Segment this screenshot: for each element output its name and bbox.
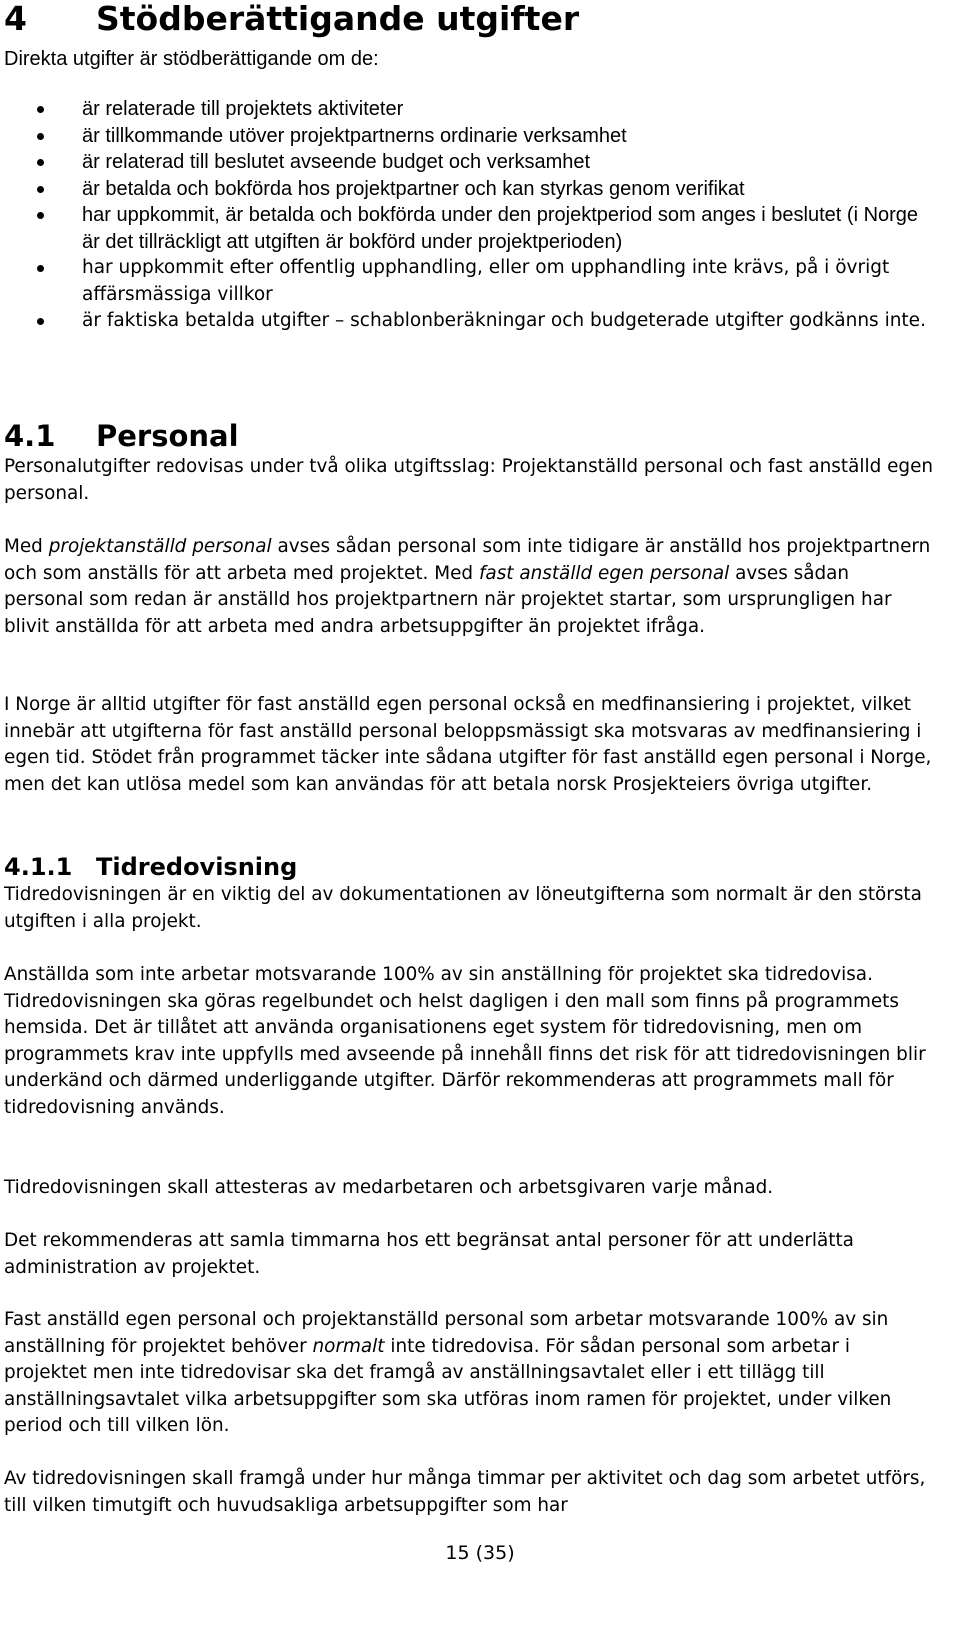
tid-paragraph-6: Av tidredovisningen skall framgå under hur många timmar per aktivitet och dag som arbetet utförs, till vilken timutgift och huvudsakliga arbetsuppgifter som har — [4, 1468, 926, 1516]
section-title: Personal — [96, 419, 239, 453]
bullet-icon — [37, 106, 44, 113]
tid-paragraph-2: Anställda som inte arbetar motsvarande 100% av sin anställning för projektet ska tidredovisa. Tidredovisningen ska göras regelbundet och helst dagligen i den mall som finns på programmets hemsida. Det är tillåtet att använda organisationens eget system för tidredovisning, men om programmets krav inte uppfylls med avseende på innehåll finns det risk för att tidredovisningen blir underkänd och därmed underliggande utgifter. Därför rekommenderas att programmets mall för tidredovisning används. — [4, 964, 926, 1118]
list-item: har uppkommit efter offentlig upphandling, eller om upphandling inte krävs, på i övrigt affärsmässiga villkor — [0, 255, 940, 308]
section-heading-tidredovisning — [4, 852, 297, 882]
list-item: är relaterad till beslutet avseende budget och verksamhet — [0, 149, 940, 176]
bullet-icon — [37, 186, 44, 193]
section-heading-personal — [4, 418, 239, 454]
bullet-icon — [37, 133, 44, 140]
subsection-title: Tidredovisning — [96, 853, 298, 881]
personal-paragraph-1: Personalutgifter redovisas under två olika utgiftsslag: Projektanställd personal och fast anställd egen personal. — [4, 456, 934, 504]
page-number: 15 (35) — [445, 1542, 515, 1564]
chapter-title: Stödberättigande utgifter — [96, 0, 580, 38]
list-item: är tillkommande utöver projektpartnerns ordinarie verksamhet — [0, 123, 940, 150]
bullet-icon — [37, 159, 44, 166]
tid-paragraph-1: Tidredovisningen är en viktig del av dokumentationen av löneutgifterna som normalt är den största utgiften i alla projekt. — [4, 884, 922, 932]
list-item: är relaterade till projektets aktiviteter — [0, 96, 940, 123]
tid-paragraph-3: Tidredovisningen skall attesteras av medarbetaren och arbetsgivaren varje månad. — [4, 1177, 774, 1198]
list-item: är betalda och bokförda hos projektpartner och kan styrkas genom verifikat — [0, 176, 940, 203]
personal-paragraph-3: I Norge är alltid utgifter för fast anställd egen personal också en medfinansiering i projektet, vilket innebär att utgifterna för fast anställd personal beloppsmässigt ska motsvaras av medfinansiering i egen tid. Stödet från programmet täcker inte sådana utgifter för fast anställd egen personal i Norge, men det kan utlösa medel som kan användas för att betala norsk Prosjekteiers övriga utgifter. — [4, 694, 932, 795]
bullet-icon — [37, 212, 44, 219]
tid-paragraph-5: Fast anställd egen personal och projektanställd personal som arbetar motsvarande 100% av sin anställning för projektet behöver normalt inte tidredovisa. För sådan personal som arbetar i projektet men inte tidredovisar ska det framgå av anställningsavtalet eller i ett tillägg till anställningsavtalet vilka arbetsuppgifter som ska utföras inom ramen för projektet, under vilken period och till vilken lön. — [4, 1309, 892, 1436]
bullet-icon — [37, 318, 44, 325]
tid-paragraph-4: Det rekommenderas att samla timmarna hos ett begränsat antal personer för att underlätta administration av projektet. — [4, 1230, 854, 1278]
intro-text: Direkta utgifter är stödberättigande om de: — [4, 48, 379, 70]
list-item: är faktiska betalda utgifter – schablonberäkningar och budgeterade utgifter godkänns inte. — [0, 308, 940, 335]
eligibility-list — [0, 96, 940, 335]
chapter-number: 4 — [4, 0, 27, 38]
bullet-icon — [37, 265, 44, 272]
personal-paragraph-2: Med projektanställd personal avses sådan personal som inte tidigare är anställd hos projektpartnern och som anställs för att arbeta med projektet. Med fast anställd egen personal avses sådan personal som redan är anställd hos projektpartnern när projektet startar, som ursprungligen har blivit anställda för att arbeta med andra arbetsuppgifter än projektet ifråga. — [4, 536, 931, 637]
section-number: 4.1 — [4, 419, 56, 453]
subsection-number: 4.1.1 — [4, 853, 73, 881]
chapter-heading — [4, 0, 579, 38]
list-item: har uppkommit, är betalda och bokförda under den projektperiod som anges i beslutet (i Norge är det tillräckligt att utgiften är bokförd under projektperioden) — [0, 202, 940, 255]
